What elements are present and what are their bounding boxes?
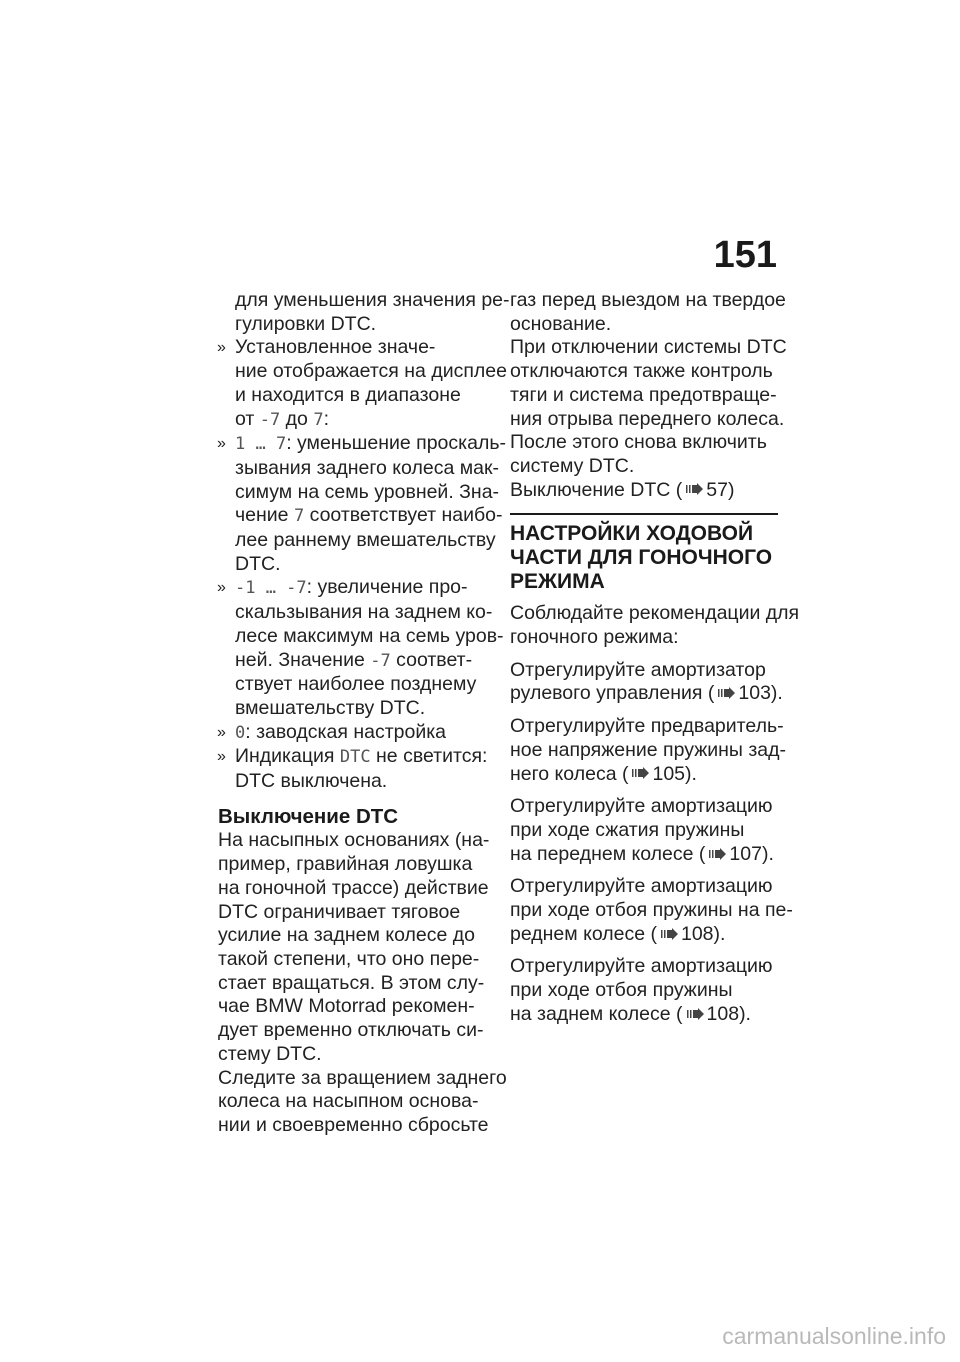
bullet-negative-values: » -1 … -7: увеличение про- скальзывания на заднем ко- лесе максимум на семь уров- ней. Значение -7 соответ- ствует наиболее позднему вмешательству DTC. [218, 576, 493, 720]
paragraph-spring-preload: Отрегулируйте предваритель- ное напряжение пружины зад- него колеса ( 105). [510, 715, 786, 785]
right-column: газ перед выездом на твердое основание. При отключении системы DTC отключаются также контроль тяги и система предотвраще- ния отрыва переднего колеса. После этого снова включить систему DTC. Выключение DTC ( 57) НАСТРОЙКИ ХОДОВОЙ ЧАСТИ ДЛЯ ГОНОЧНОГО РЕЖИМА Соблюдайте рекомендации для гоночного режима: Отрегулируйте амортизатор рулевого управления ( 103). Отрегулируйте предваритель- ное напряжение пружины зад- него колеса ( 105). Отрегулируйте амортизацию при ходе сжатия пружины на переднем колесе ( 107). Отрегулируйте амортизацию при ходе отбоя пружины на пе- реднем колесе ( 108). Отрегулируйте амортизацию при ходе отбоя пружины на заднем колесе ( 108). [510, 289, 800, 1025]
page-reference-arrow-icon [661, 928, 678, 940]
cross-reference-line: Выключение DTC ( 57) [510, 478, 735, 501]
paragraph: Соблюдайте рекомендации для гоночного режима: [510, 602, 800, 649]
bullet-positive-values: » 1 … 7: уменьшение проскаль- зывания заднего колеса мак- симум на семь уровней. Зна- чение 7 соответствует наибо- лее раннему вмешательству DTC. [218, 432, 493, 576]
paragraph-steering-damper: Отрегулируйте амортизатор рулевого управления ( 103). [510, 658, 783, 705]
intro-line: гулировки DTC. [235, 312, 377, 335]
paragraph-front-rebound: Отрегулируйте амортизацию при ходе отбоя пружины на пе- реднем колесе ( 108). [510, 875, 793, 945]
page-reference-arrow-icon [632, 767, 649, 779]
paragraph-rear-rebound: Отрегулируйте амортизацию при ходе отбоя пружины на заднем колесе ( 108). [510, 955, 773, 1025]
page-number: 151 [713, 234, 777, 276]
bullet-display-range: » Установленное значе- ние отображается на дисплее и находится в диапазоне от -7 до 7: [218, 336, 493, 432]
section-heading: НАСТРОЙКИ ХОДОВОЙ ЧАСТИ ДЛЯ ГОНОЧНОГО РЕЖИМА [510, 522, 773, 594]
watermark: carmanualsonline.info [722, 1323, 946, 1349]
page-reference-arrow-icon [718, 687, 735, 699]
page-reference-arrow-icon [709, 848, 726, 860]
bullet-factory-setting: » 0: заводская настройка [218, 721, 493, 746]
range-line: от -7 до 7: [235, 407, 329, 430]
page-reference-arrow-icon [687, 1008, 704, 1020]
left-column: для уменьшения значения ре- гулировки DTC. » Установленное значе- ние отображается на дисплее и находится в диапазоне от -7 до 7: » 1 … 7: уменьшение проскаль- зывания заднего колеса мак- симум на семь уровней. Зна- чение 7 соответствует наибо- лее раннему вмешательству DTC. » -1 … -7: увеличение про- скальзывания на заднем ко- лесе максимум на семь уров- ней. Значение -7 соответ- ствует наиболее позднему вмешательству DTC. » 0: заводская настройка » Индикация DTC не светится: DTC выключена. Выключение DTC На насыпных основаниях (на- пример, гравийная ловушка на гоночной трассе) действие DTC ограничивает тяговое усилие на заднем колесе до такой степени, что оно пере- стает вращаться. В этом слу- чае BMW Motorrad рекомен- дует временно отключать си- стему DTC. Следите за вращением заднего колеса на насыпном основа- нии и своевременно сбросьте [218, 289, 493, 1138]
intro-line: для уменьшения значения ре- [235, 289, 510, 311]
bullet-dtc-indicator: » Индикация DTC не светится: DTC выключена. [218, 745, 493, 793]
section-divider [510, 513, 778, 515]
page-reference-arrow-icon [686, 483, 703, 495]
subheading-dtc-off: Выключение DTC [218, 804, 399, 828]
paragraph-front-compression: Отрегулируйте амортизацию при ходе сжатия пружины на переднем колесе ( 107). [510, 795, 774, 865]
